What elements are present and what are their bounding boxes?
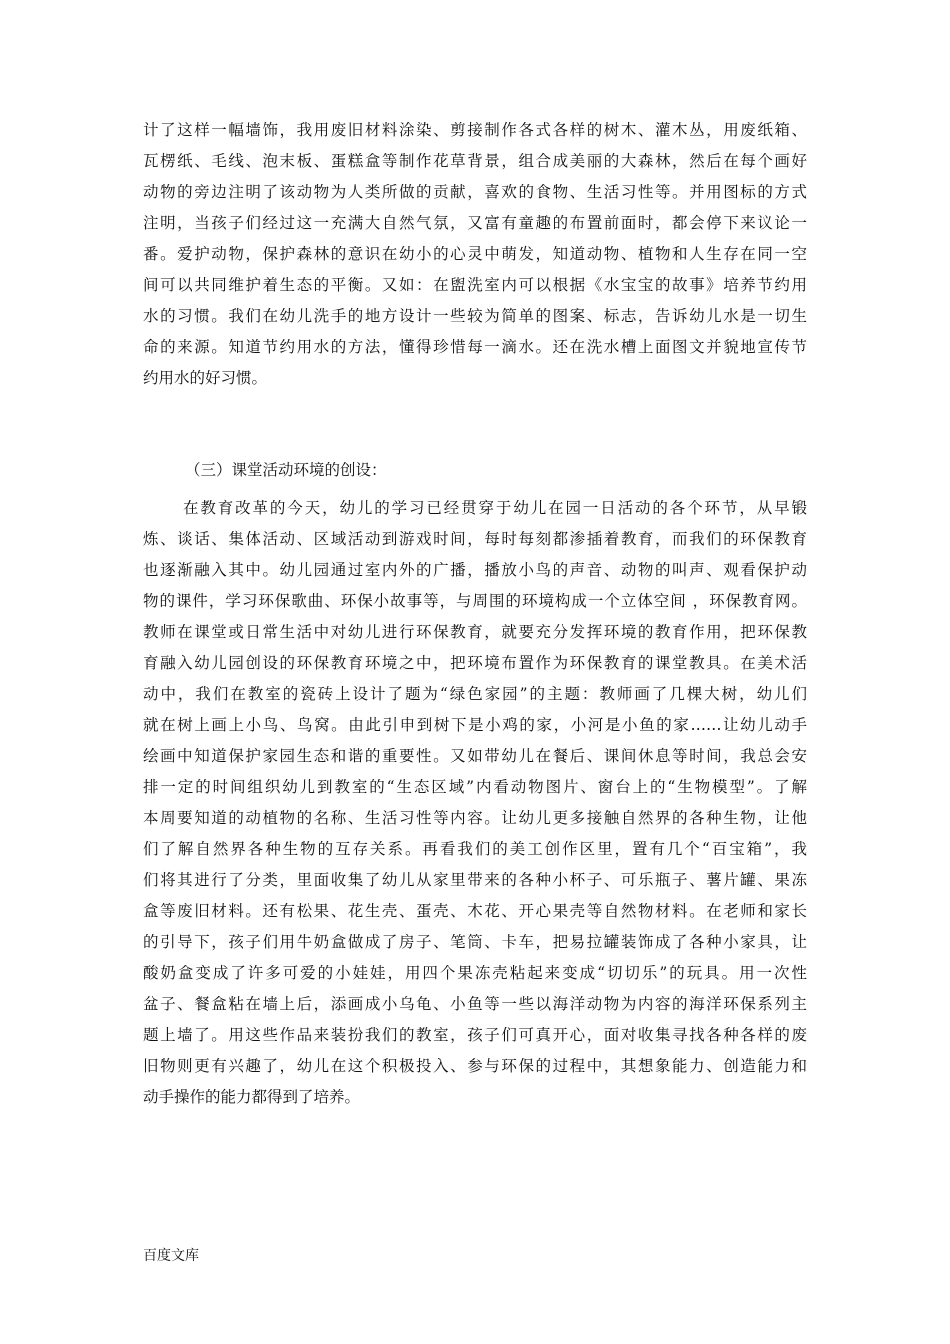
text-line: 的引导下，孩子们用牛奶盒做成了房子、笔筒、卡车，把易拉罐装饰成了各种小家具，让: [143, 933, 807, 951]
text-line: 在教育改革的今天，幼儿的学习已经贯穿于幼儿在园一日活动的各个环节，从早锻: [183, 499, 807, 517]
text-line: 动中，我们在教室的瓷砖上设计了题为“绿色家园”的主题：教师画了几棵大树，幼儿们: [143, 685, 807, 703]
text-line: 教师在课堂或日常生活中对幼儿进行环保教育，就要充分发挥环境的教育作用，把环保教: [143, 623, 807, 641]
text-line: 酸奶盒变成了许多可爱的小娃娃，用四个果冻壳粘起来变成“切切乐”的玩具。用一次性: [143, 964, 807, 982]
text-line: 盒等废旧材料。还有松果、花生壳、蛋壳、木花、开心果壳等自然物材料。在老师和家长: [143, 902, 807, 920]
text-line: 就在树上画上小鸟、鸟窝。由此引申到树下是小鸡的家，小河是小鱼的家……让幼儿动手: [143, 716, 807, 734]
text-line: 育融入幼儿园创设的环保教育环境之中，把环境布置作为环保教育的课堂教具。在美术活: [143, 654, 807, 672]
text-line: 注明，当孩子们经过这一充满大自然气氛，又富有童趣的布置前面时，都会停下来议论一: [143, 214, 807, 232]
paragraph-classroom-environment: [143, 493, 807, 1113]
text-line: 物的课件，学习环保歌曲、环保小故事等，与周围的环境构成一个立体空间 ，环保教育网。: [143, 592, 807, 610]
text-line: 题上墙了。用这些作品来装扮我们的教室，孩子们可真开心，面对收集寻找各种各样的废: [143, 1026, 807, 1044]
text-line: 们将其进行了分类，里面收集了幼儿从家里带来的各种小杯子、可乐瓶子、薯片罐、果冻: [143, 871, 807, 889]
text-line: 瓦楞纸、毛线、泡末板、蛋糕盒等制作花草背景，组合成美丽的大森林，然后在每个画好: [143, 152, 807, 170]
text-line: 旧物则更有兴趣了，幼儿在这个积极投入、参与环保的过程中，其想象能力、创造能力和: [143, 1057, 807, 1075]
text-line: 命的来源。知道节约用水的方法，懂得珍惜每一滴水。还在洗水槽上面图文并貌地宣传节: [143, 338, 807, 356]
footer-brand: 百度文库: [143, 1248, 199, 1264]
text-line: 约用水的好习惯。: [143, 369, 268, 387]
section-heading: （三）课堂活动环境的创设：: [185, 461, 387, 479]
text-line: 间可以共同维护着生态的平衡。又如：在盥洗室内可以根据《水宝宝的故事》培养节约用: [143, 276, 807, 294]
text-line: 水的习惯。我们在幼儿洗手的地方设计一些较为简单的图案、标志，告诉幼儿水是一切生: [143, 307, 807, 325]
paragraph-wall-decoration: [143, 115, 807, 394]
text-line: 盆子、餐盒粘在墙上后，添画成小乌龟、小鱼等一些以海洋动物为内容的海洋环保系列主: [143, 995, 807, 1013]
text-line: 番。爱护动物，保护森林的意识在幼小的心灵中萌发，知道动物、植物和人生存在同一空: [143, 245, 807, 263]
text-line: 计了这样一幅墙饰，我用废旧材料涂染、剪接制作各式各样的树木、灌木丛，用废纸箱、: [143, 121, 807, 139]
text-line: 排一定的时间组织幼儿到教室的“生态区域”内看动物图片、窗台上的“生物模型”。了解: [143, 778, 807, 796]
text-line: 绘画中知道保护家园生态和谐的重要性。又如带幼儿在餐后、课间休息等时间，我总会安: [143, 747, 807, 765]
text-line: 们了解自然界各种生物的互存关系。再看我们的美工创作区里，置有几个“百宝箱”，我: [143, 840, 807, 858]
text-line: 动物的旁边注明了该动物为人类所做的贡献，喜欢的食物、生活习性等。并用图标的方式: [143, 183, 807, 201]
text-line: 炼、谈话、集体活动、区域活动到游戏时间，每时每刻都渗插着教育，而我们的环保教育: [143, 530, 807, 548]
text-line: 动手操作的能力都得到了培养。: [143, 1088, 361, 1106]
text-line: 本周要知道的动植物的名称、生活习性等内容。让幼儿更多接触自然界的各种生物，让他: [143, 809, 807, 827]
text-line: 也逐渐融入其中。幼儿园通过室内外的广播，播放小鸟的声音、动物的叫声、观看保护动: [143, 561, 807, 579]
